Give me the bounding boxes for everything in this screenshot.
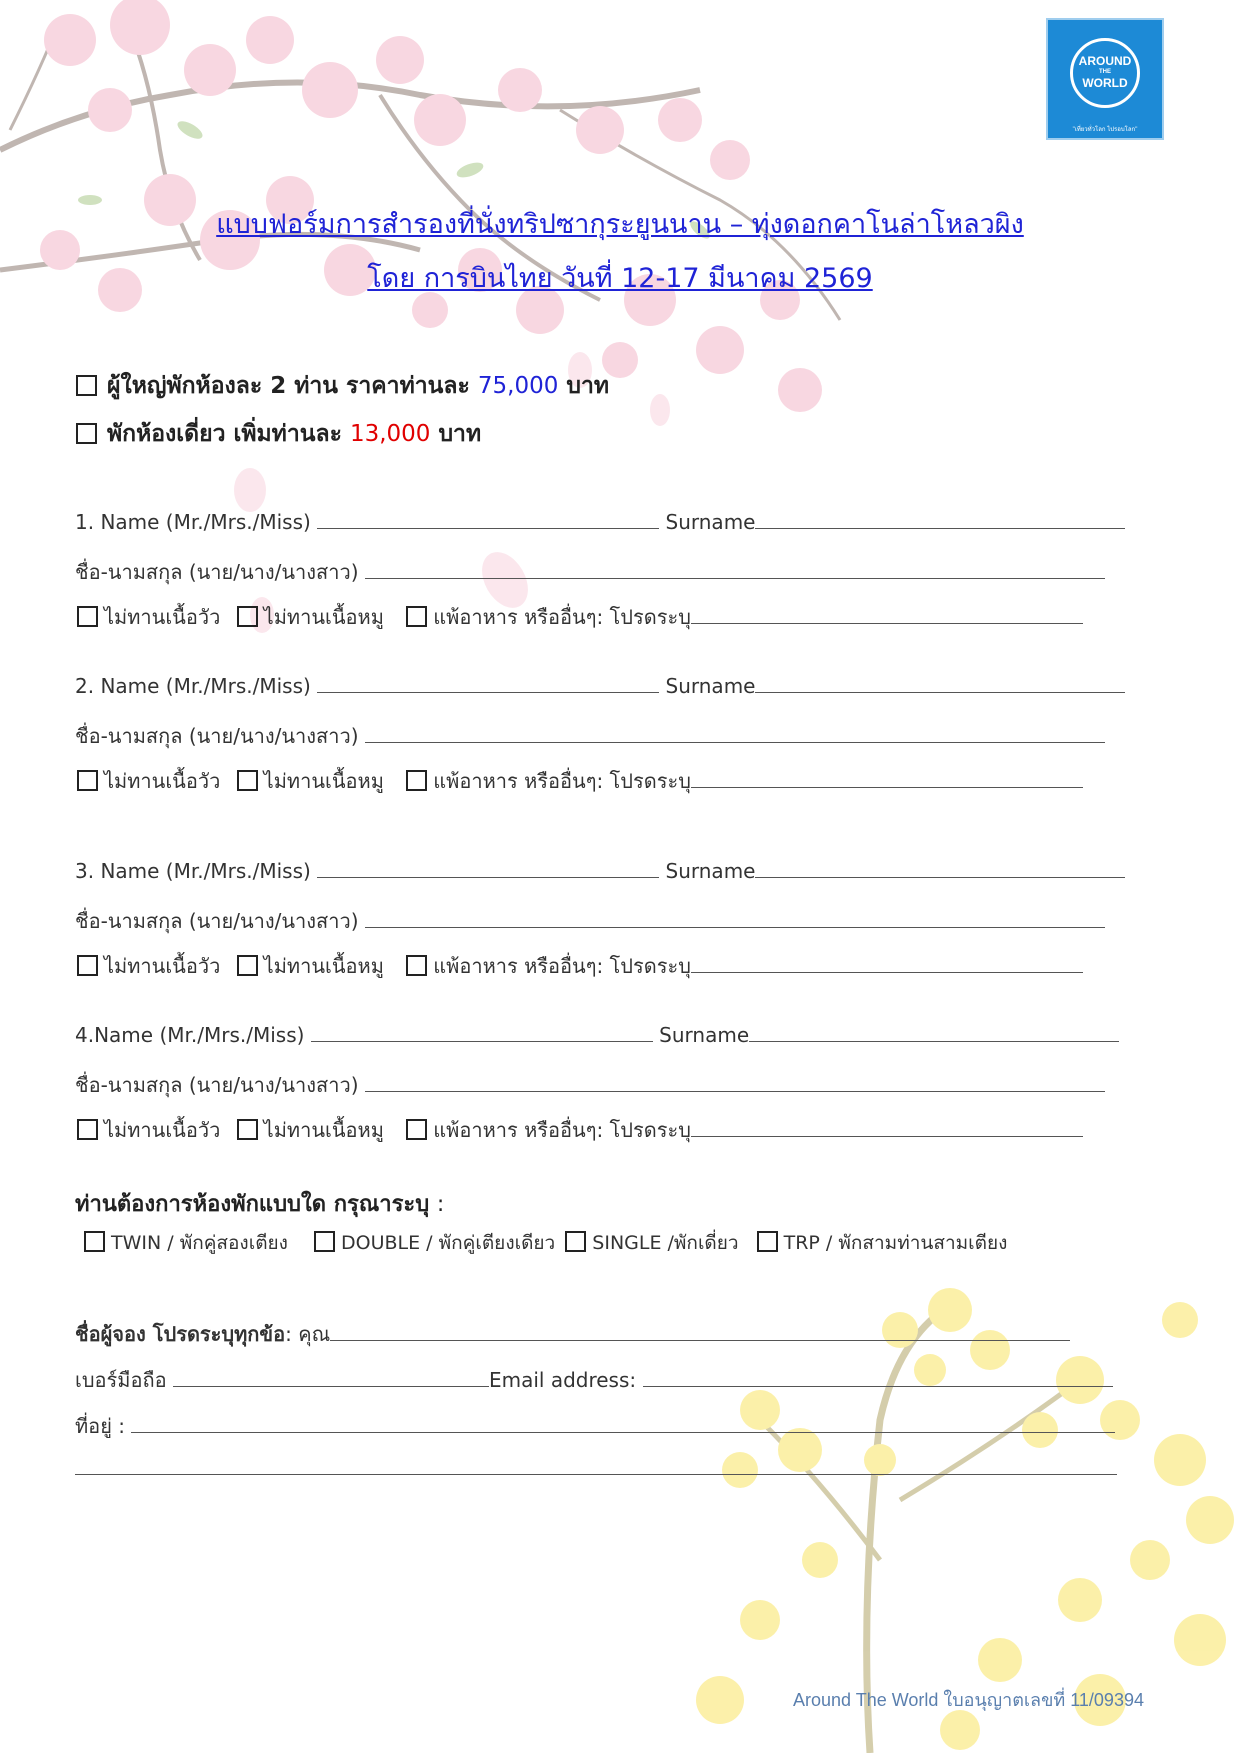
footer-license: Around The World ใบอนุญาตเลขที่ 11/09394 [793,1690,1144,1710]
allergy-field[interactable] [691,769,1083,788]
checkbox-no-pork[interactable] [237,955,258,976]
option-single-supplement[interactable] [76,416,481,452]
no-beef-label: ไม่ทานเนื้อวัว [104,769,221,793]
single-label: SINGLE /พักเดี่ยว [592,1232,739,1254]
checkbox-no-pork[interactable] [237,606,258,627]
adult-currency: บาท [566,373,610,399]
checkbox-trp[interactable] [757,1231,778,1252]
adult-price: 75,000 [477,373,559,399]
room-question-colon: : [436,1192,445,1217]
checkbox-double[interactable] [314,1231,335,1252]
no-pork-label: ไม่ทานเนื้อหมู [263,769,384,793]
option-adult-twin[interactable] [76,368,609,404]
passenger-4-name-row [75,1023,1119,1047]
checkbox-single[interactable] [565,1231,586,1252]
checkbox-no-pork[interactable] [237,1119,258,1140]
checkbox-no-beef[interactable] [77,606,98,627]
passenger-2-thai-name-row [75,720,1105,752]
booker-name-row [75,1318,1070,1350]
no-beef-label: ไม่ทานเนื้อวัว [104,605,221,629]
checkbox-no-pork[interactable] [237,770,258,791]
room-question-text: ท่านต้องการห้องพักแบบใด กรุณาระบุ [75,1192,430,1217]
no-beef-label: ไม่ทานเนื้อวัว [104,1118,221,1142]
surname-label: Surname [665,674,756,698]
passenger-4-diet-row [77,1114,1083,1146]
allergy-label: แพ้อาหาร หรืออื่นๆ: โปรดระบุ [433,1118,691,1142]
surname-field[interactable] [749,1023,1119,1042]
cherry-blossom-branch [0,0,840,633]
option-adult-label: ผู้ใหญ่พักห้องละ 2 ท่าน ราคาท่านละ [107,373,470,399]
no-beef-label: ไม่ทานเนื้อวัว [104,954,221,978]
address-field-line-2[interactable] [75,1474,1117,1475]
checkbox-allergy[interactable] [406,955,427,976]
no-pork-label: ไม่ทานเนื้อหมู [263,1118,384,1142]
single-currency: บาท [438,421,482,447]
no-pork-label: ไม่ทานเนื้อหมู [263,605,384,629]
email-field[interactable] [643,1368,1113,1387]
allergy-label: แพ้อาหาร หรืออื่นๆ: โปรดระบุ [433,605,691,629]
surname-field[interactable] [755,859,1125,878]
checkbox-allergy[interactable] [406,606,427,627]
passenger-2-name-row [75,674,1125,698]
mobile-field[interactable] [173,1368,489,1387]
passenger-3-diet-row [77,950,1083,982]
room-type-question [75,1186,444,1221]
logo-text-world: WORLD [1082,76,1128,90]
passenger-1-diet-row [77,601,1083,633]
allergy-label: แพ้อาหาร หรืออื่นๆ: โปรดระบุ [433,769,691,793]
name-field[interactable] [317,510,659,529]
surname-label: Surname [659,1023,750,1047]
passenger-2-diet-row [77,765,1083,797]
mobile-label: เบอร์มือถือ [75,1368,167,1392]
booker-name-field[interactable] [330,1322,1070,1341]
checkbox-no-beef[interactable] [77,770,98,791]
single-price: 13,000 [349,421,431,447]
thai-name-field[interactable] [365,909,1105,928]
logo-text-around: AROUND [1078,54,1132,68]
address-label: ที่อยู่ : [75,1414,126,1438]
passenger-3-thai-name-row [75,905,1105,937]
checkbox-twin[interactable] [84,1231,105,1252]
booker-contact-row [75,1364,1113,1396]
name-label: 1. Name (Mr./Mrs./Miss) [75,510,311,534]
company-logo [1046,18,1164,140]
yellow-canola-flowers [696,1288,1234,1753]
thai-name-label: ชื่อ-นามสกุล (นาย/นาง/นางสาว) [75,724,359,748]
name-field[interactable] [311,1023,653,1042]
checkbox-allergy[interactable] [406,770,427,791]
name-field[interactable] [317,859,659,878]
thai-name-label: ชื่อ-นามสกุล (นาย/นาง/นางสาว) [75,560,359,584]
passenger-1-thai-name-row [75,556,1105,588]
surname-label: Surname [665,859,756,883]
surname-label: Surname [665,510,756,534]
trp-label: TRP / พักสามท่านสามเตียง [783,1232,1008,1254]
passenger-3-name-row [75,859,1125,883]
thai-name-field[interactable] [365,560,1105,579]
booker-khun: คุณ [298,1322,331,1346]
passenger-1-name-row [75,510,1125,534]
room-type-options [84,1228,1007,1258]
surname-field[interactable] [755,510,1125,529]
allergy-label: แพ้อาหาร หรืออื่นๆ: โปรดระบุ [433,954,691,978]
form-subtitle: โดย การบินไทย วันที่ 12-17 มีนาคม 2569 [367,263,873,294]
booker-label: ชื่อผู้จอง โปรดระบุทุกข้อ [75,1322,286,1346]
checkbox-no-beef[interactable] [77,955,98,976]
thai-name-label: ชื่อ-นามสกุล (นาย/นาง/นางสาว) [75,1073,359,1097]
logo-text-the: THE [1099,69,1111,75]
allergy-field[interactable] [691,954,1083,973]
name-label: 2. Name (Mr./Mrs./Miss) [75,674,311,698]
no-pork-label: ไม่ทานเนื้อหมู [263,954,384,978]
passenger-4-thai-name-row [75,1069,1105,1101]
checkbox-single-supplement[interactable] [76,423,97,444]
email-label: Email address: [488,1368,637,1392]
booker-address-row [75,1410,1115,1442]
twin-label: TWIN / พักคู่สองเตียง [111,1232,288,1254]
checkbox-no-beef[interactable] [77,1119,98,1140]
address-field[interactable] [131,1414,1115,1433]
allergy-field[interactable] [691,1118,1083,1137]
logo-tagline: "เที่ยวทั่วโลก ไปรอบโลก" [1072,127,1138,133]
thai-name-field[interactable] [365,1073,1105,1092]
name-label: 3. Name (Mr./Mrs./Miss) [75,859,311,883]
thai-name-label: ชื่อ-นามสกุล (นาย/นาง/นางสาว) [75,909,359,933]
checkbox-adult-twin[interactable] [76,375,97,396]
allergy-field[interactable] [691,605,1083,624]
double-label: DOUBLE / พักคู่เตียงเดียว [341,1232,556,1254]
name-label: 4.Name (Mr./Mrs./Miss) [75,1023,305,1047]
name-field[interactable] [317,674,659,693]
thai-name-field[interactable] [365,724,1105,743]
booker-colon: : [285,1322,292,1346]
form-title: แบบฟอร์มการสำรองที่นั่งทริปซากุระยูนนาน – ทุ่งดอกคาโนล่าโหลวผิง [216,209,1024,240]
surname-field[interactable] [755,674,1125,693]
checkbox-allergy[interactable] [406,1119,427,1140]
option-single-label: พักห้องเดี่ยว เพิ่มท่านละ [107,421,342,447]
